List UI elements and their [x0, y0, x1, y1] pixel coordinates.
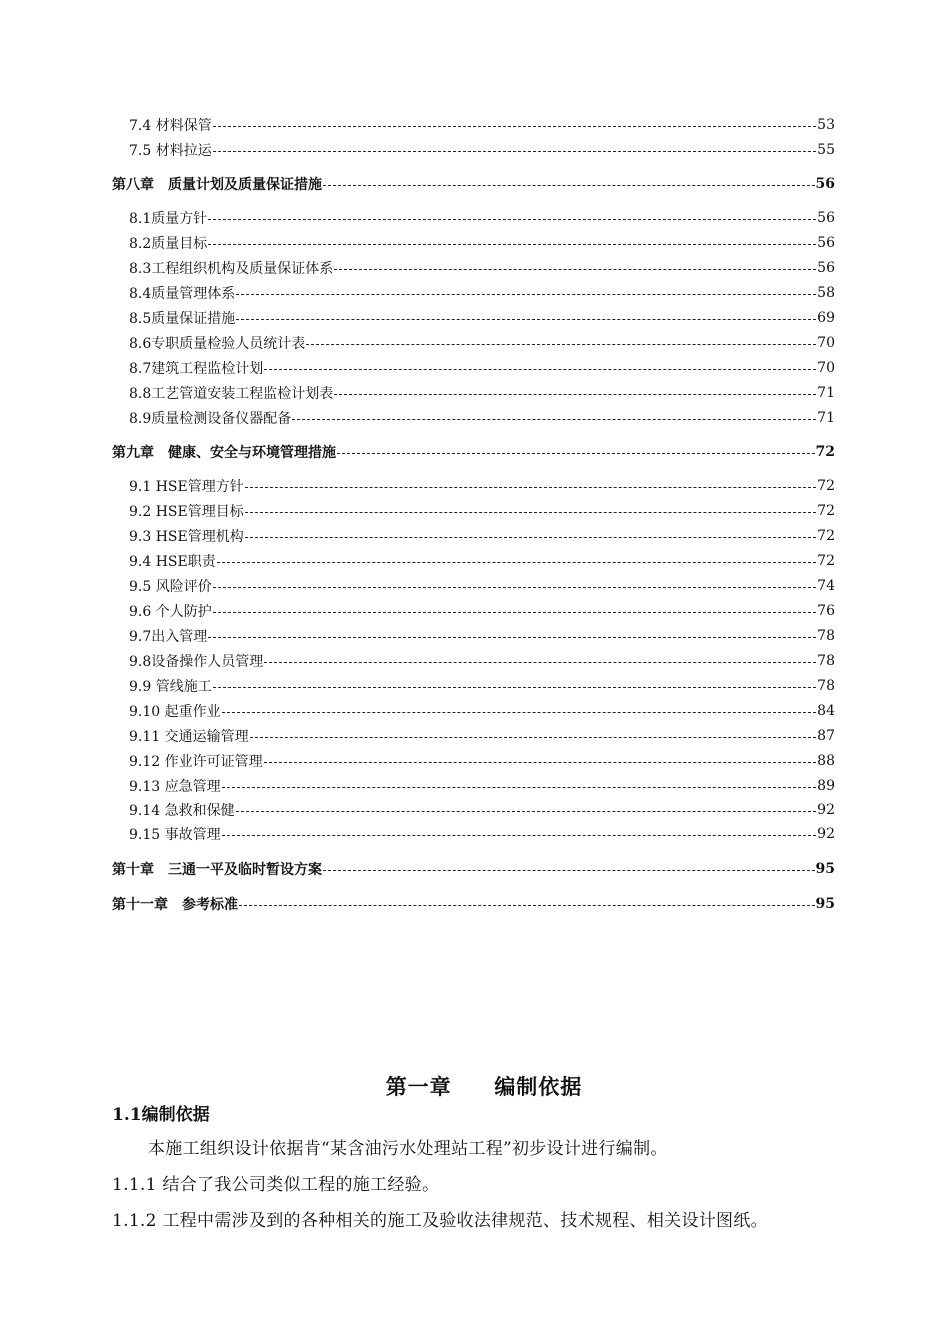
toc-entry-9-7[interactable] — [129, 625, 835, 647]
toc-page-number: 71 — [817, 385, 835, 401]
toc-label: 9.2 HSE管理目标 — [129, 504, 244, 520]
paragraph-intro: 本施工组织设计依据肯“某含油污水处理站工程”初步设计进行编制。 — [148, 1139, 668, 1159]
toc-page-number: 78 — [817, 653, 835, 669]
toc-page-number: 70 — [817, 360, 835, 376]
toc-page-number: 56 — [817, 235, 835, 251]
toc-label: 8.3工程组织机构及质量保证体系 — [129, 261, 334, 277]
toc-label: 9.3 HSE管理机构 — [129, 529, 244, 545]
toc-entry-chapter-10[interactable] — [112, 858, 835, 880]
toc-leader — [239, 905, 815, 906]
toc-leader — [250, 737, 817, 738]
toc-label: 8.7建筑工程监检计划 — [129, 361, 264, 377]
toc-leader — [208, 219, 816, 220]
toc-entry-9-13[interactable] — [129, 775, 835, 797]
toc-label: 8.6专职质量检验人员统计表 — [129, 336, 306, 352]
toc-entry-9-15[interactable] — [129, 823, 835, 845]
toc-page-number: 95 — [815, 896, 835, 912]
toc-page-number: 69 — [817, 310, 835, 326]
toc-page-number: 78 — [817, 678, 835, 694]
toc-label: 7.4 材料保管 — [129, 118, 212, 134]
toc-leader — [334, 269, 816, 270]
toc-page-number: 76 — [817, 603, 835, 619]
toc-page-number: 87 — [817, 728, 835, 744]
toc-entry-9-6[interactable] — [129, 600, 835, 622]
paragraph-1-1-1: 1.1.1 结合了我公司类似工程的施工经验。 — [112, 1175, 440, 1195]
toc-entry-9-11[interactable] — [129, 725, 835, 747]
toc-page-number: 72 — [817, 528, 835, 544]
toc-entry-9-8[interactable] — [129, 650, 835, 672]
toc-page-number: 56 — [817, 260, 835, 276]
toc-entry-8-2[interactable] — [129, 232, 835, 254]
chapter-name: 编制依据 — [494, 1074, 583, 1099]
toc-label: 9.9 管线施工 — [129, 679, 212, 695]
toc-leader — [222, 712, 817, 713]
toc-leader — [236, 319, 816, 320]
toc-leader — [245, 537, 816, 538]
toc-entry-chapter-11[interactable] — [112, 893, 835, 915]
toc-label: 9.1 HSE管理方针 — [129, 479, 244, 495]
toc-page-number: 72 — [817, 478, 835, 494]
toc-label: 9.8设备操作人员管理 — [129, 654, 264, 670]
toc-entry-8-7[interactable] — [129, 357, 835, 379]
toc-label: 8.5质量保证措施 — [129, 311, 236, 327]
toc-label: 第十章 三通一平及临时暂设方案 — [112, 862, 322, 878]
toc-entry-8-5[interactable] — [129, 307, 835, 329]
toc-leader — [208, 637, 816, 638]
toc-leader — [217, 562, 816, 563]
toc-leader — [236, 294, 816, 295]
toc-entry-8-3[interactable] — [129, 257, 835, 279]
toc-entry-chapter-8[interactable] — [112, 173, 835, 195]
toc-label: 7.5 材料拉运 — [129, 143, 212, 159]
toc-label: 9.15 事故管理 — [129, 827, 221, 843]
toc-label: 9.7出入管理 — [129, 629, 208, 645]
toc-leader — [208, 244, 816, 245]
toc-page-number: 95 — [815, 861, 835, 877]
toc-leader — [323, 870, 815, 871]
toc-leader — [292, 419, 816, 420]
toc-page-number: 88 — [817, 753, 835, 769]
toc-page-number: 92 — [817, 802, 835, 818]
toc-entry-9-1[interactable] — [129, 475, 835, 497]
toc-page-number: 72 — [817, 553, 835, 569]
toc-label: 9.4 HSE职责 — [129, 554, 216, 570]
toc-entry-9-10[interactable] — [129, 700, 835, 722]
toc-page-number: 55 — [817, 142, 835, 158]
toc-page-number: 53 — [817, 117, 835, 133]
toc-leader — [264, 369, 816, 370]
toc-label: 8.1质量方针 — [129, 211, 208, 227]
toc-label: 9.13 应急管理 — [129, 779, 221, 795]
toc-page-number: 89 — [817, 778, 835, 794]
toc-page-number: 72 — [815, 444, 835, 460]
chapter-title — [0, 1071, 950, 1101]
toc-page-number: 72 — [817, 503, 835, 519]
toc-label: 9.5 风险评价 — [129, 579, 212, 595]
toc-leader — [306, 344, 816, 345]
toc-entry-8-6[interactable] — [129, 332, 835, 354]
toc-page-number: 74 — [817, 578, 835, 594]
toc-leader — [222, 835, 817, 836]
toc-page-number: 70 — [817, 335, 835, 351]
toc-leader — [323, 185, 815, 186]
toc-page-number: 71 — [817, 410, 835, 426]
toc-label: 9.6 个人防护 — [129, 604, 212, 620]
toc-leader — [213, 687, 816, 688]
toc-entry-9-3[interactable] — [129, 525, 835, 547]
toc-entry-8-4[interactable] — [129, 282, 835, 304]
toc-label: 9.12 作业许可证管理 — [129, 754, 263, 770]
toc-label: 9.14 急救和保健 — [129, 803, 235, 819]
toc-entry-7-5[interactable] — [129, 139, 835, 161]
toc-entry-9-4[interactable] — [129, 550, 835, 572]
toc-leader — [334, 394, 816, 395]
paragraph-1-1-2: 1.1.2 工程中需涉及到的各种相关的施工及验收法律规范、技术规程、相关设计图纸。 — [112, 1211, 768, 1231]
toc-label: 9.11 交通运输管理 — [129, 729, 249, 745]
toc-entry-9-5[interactable] — [129, 575, 835, 597]
toc-page-number: 92 — [817, 826, 835, 842]
toc-leader — [245, 487, 816, 488]
toc-label: 8.4质量管理体系 — [129, 286, 236, 302]
toc-label: 8.8工艺管道安装工程监检计划表 — [129, 386, 334, 402]
toc-entry-7-4[interactable] — [129, 114, 835, 136]
section-heading: 1.1编制依据 — [112, 1105, 210, 1125]
toc-label: 8.9质量检测设备仪器配备 — [129, 411, 292, 427]
toc-page-number: 56 — [815, 176, 835, 192]
toc-label: 第十一章 参考标准 — [112, 897, 238, 913]
toc-leader — [213, 612, 816, 613]
toc-entry-9-9[interactable] — [129, 675, 835, 697]
toc-leader — [236, 811, 817, 812]
toc-leader — [264, 662, 816, 663]
toc-label: 8.2质量目标 — [129, 236, 208, 252]
toc-entry-8-8[interactable] — [129, 382, 835, 404]
toc-entry-9-14[interactable] — [129, 799, 835, 821]
toc-leader — [264, 762, 817, 763]
toc-page-number: 78 — [817, 628, 835, 644]
toc-leader — [213, 126, 816, 127]
toc-page-number: 56 — [817, 210, 835, 226]
toc-leader — [213, 587, 816, 588]
chapter-number: 第一章 — [385, 1074, 452, 1099]
toc-label: 9.10 起重作业 — [129, 704, 221, 720]
toc-label: 第九章 健康、安全与环境管理措施 — [112, 445, 336, 461]
toc-label: 第八章 质量计划及质量保证措施 — [112, 177, 322, 193]
toc-page-number: 84 — [817, 703, 835, 719]
toc-leader — [222, 787, 817, 788]
toc-entry-8-1[interactable] — [129, 207, 835, 229]
toc-entry-9-12[interactable] — [129, 750, 835, 772]
toc-entry-9-2[interactable] — [129, 500, 835, 522]
toc-leader — [245, 512, 816, 513]
toc-leader — [213, 151, 816, 152]
toc-page-number: 58 — [817, 285, 835, 301]
toc-entry-chapter-9[interactable] — [112, 441, 835, 463]
toc-entry-8-9[interactable] — [129, 407, 835, 429]
toc-leader — [337, 453, 815, 454]
